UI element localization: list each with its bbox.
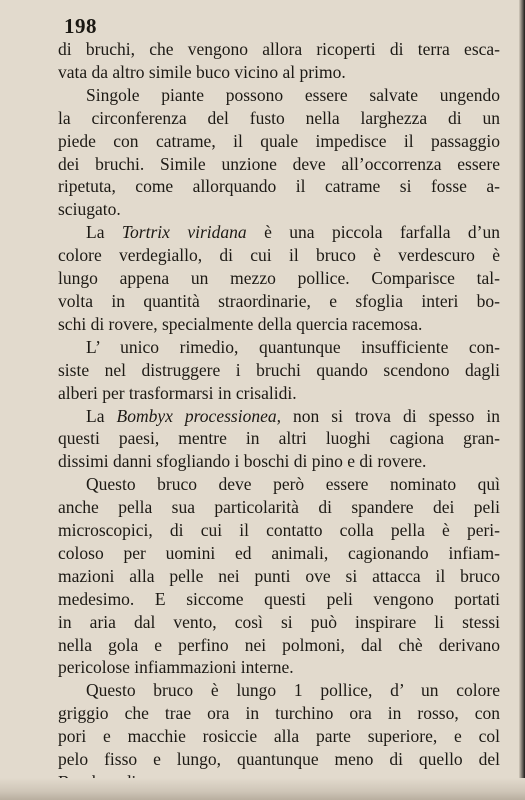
text-line: questi paesi, mentre in altri luoghi cagiona gran- — [58, 428, 500, 449]
text-line: dei bruchi. Simile unzione deve all’occorrenza essere — [58, 153, 500, 174]
page-bottom-margin — [0, 778, 525, 800]
text-run: La — [86, 222, 122, 243]
page-edge-shadow — [519, 0, 525, 800]
text-line: pelo fisso e lungo, quantunque meno di quello del — [58, 749, 500, 770]
text-line: volta in quantità straordinarie, e sfoglia interi bo- — [58, 290, 500, 311]
text-line: mazioni alla pelle nei punti ove si attacca il bruco — [58, 565, 500, 586]
text-line: alberi per trasformarsi in crisalidi. — [58, 382, 297, 403]
text-line: coloso per uomini ed animali, cagionando infiam- — [58, 542, 500, 563]
text-line: siste nel distruggere i bruchi quando scendono dagli — [58, 359, 500, 380]
text-line — [58, 405, 500, 428]
text-line: griggio che trae ora in turchino ora in rosso, con — [58, 703, 500, 724]
text-line: medesimo. E siccome questi peli vengono portati — [58, 588, 500, 609]
species-name-italic: Bombyx processionea, — [116, 405, 281, 426]
text-line: piede con catrame, il quale impedisce il passaggio — [58, 130, 500, 151]
text-line: lungo appena un mezzo pollice. Comparisce tal- — [58, 268, 500, 289]
text-line — [58, 221, 500, 244]
page-number: 198 — [64, 14, 97, 38]
text-line: Singole piante possono essere salvate ungendo — [86, 84, 500, 105]
text-line: la circonferenza del fusto nella larghezza di un — [58, 107, 500, 128]
text-line: Questo bruco è lungo 1 pollice, d’ un colore — [86, 680, 500, 701]
text-line: anche pella sua particolarità di spandere dei peli — [58, 497, 500, 518]
body-text — [58, 38, 500, 794]
text-line: Questo bruco deve però essere nominato quì — [86, 474, 500, 495]
text-line: dissimi danni sfogliando i boschi di pino e di rovere. — [58, 451, 427, 472]
text-line: in aria dal vento, così si può inspirare li stessi — [58, 611, 500, 632]
text-run: è una piccola farfalla d’un — [246, 222, 500, 243]
text-line: vata da altro simile buco vicino al primo. — [58, 61, 346, 82]
text-line: nella gola e perfino nei polmoni, dal chè derivano — [58, 634, 500, 655]
text-line: di bruchi, che vengono allora ricoperti di terra esca- — [58, 39, 500, 59]
text-line: pori e macchie rosiccie alla parte superiore, e col — [58, 726, 500, 747]
text-line: schi di rovere, specialmente della quercia racemosa. — [58, 313, 423, 334]
text-line: pericolose infiammazioni interne. — [58, 657, 294, 678]
text-line: colore verdegiallo, di cui il bruco è verdescuro è — [58, 245, 500, 266]
text-line: microscopici, di cui il contatto colla pella è peri- — [58, 520, 500, 541]
text-line: sciugato. — [58, 199, 121, 220]
text-line: ripetuta, come allorquando il catrame si fosse a- — [58, 176, 500, 197]
species-name-italic: Tortrix viridana — [121, 222, 247, 243]
text-line: L’ unico rimedio, quantunque insufficiente con- — [86, 336, 500, 357]
text-run: La — [86, 405, 117, 426]
text-run: non si trova di spesso in — [280, 405, 500, 426]
